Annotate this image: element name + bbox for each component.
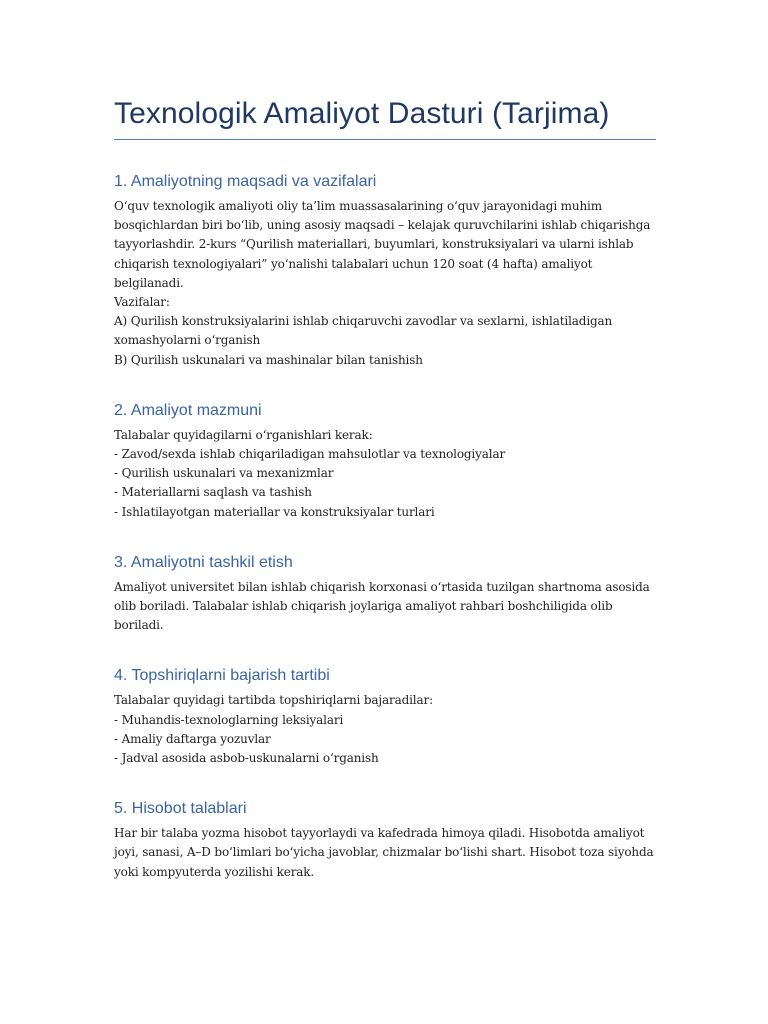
text-line: B) Qurilish uskunalari va mashinalar bilan tanishish [114, 352, 423, 367]
list-item: - Jadval asosida asbob-uskunalarni o‘rganish [114, 751, 379, 766]
text-line: chiqarish texnologiyalari” yo‘nalishi talabalari uchun 120 soat (4 hafta) amaliyot [114, 256, 593, 271]
section-organization [114, 552, 656, 636]
section-content [114, 400, 656, 522]
text-line: bosqichlardan biri bo‘lib, uning asosiy maqsadi – kelajak quruvchilarini ishlab chiqarishga [114, 218, 651, 233]
list-item: - Qurilish uskunalari va mexanizmlar [114, 466, 334, 481]
text-line: xomashyolarni o‘rganish [114, 333, 261, 348]
title-divider [114, 139, 656, 140]
text-line: olib boriladi. Talabalar ishlab chiqarish joylariga amaliyot rahbari boshchiligida olib [114, 599, 613, 614]
text-line: Talabalar quyidagilarni o‘rganishlari kerak: [114, 427, 373, 442]
text-line: belgilanadi. [114, 275, 184, 290]
list-item: - Materiallarni saqlash va tashish [114, 485, 312, 500]
text-line: yoki kompyuterda yozilishi kerak. [114, 864, 315, 879]
section-body [114, 578, 656, 636]
section-body [114, 197, 656, 370]
section-heading: 1. Amaliyotning maqsadi va vazifalari [114, 173, 377, 190]
section-heading: 3. Amaliyotni tashkil etish [114, 553, 293, 571]
section-heading: 2. Amaliyot mazmuni [114, 401, 262, 419]
text-line: Har bir talaba yozma hisobot tayyorlaydi va kafedrada himoya qiladi. Hisobotda amaliyot [114, 826, 645, 841]
list-item: - Amaliy daftarga yozuvlar [114, 731, 271, 746]
section-heading: 4. Topshiriqlarni bajarish tartibi [114, 667, 330, 685]
text-line: Vazifalar: [114, 295, 170, 310]
text-line: Amaliyot universitet bilan ishlab chiqarish korxonasi o‘rtasida tuzilgan shartnoma asosida [114, 579, 650, 594]
section-heading: 5. Hisobot talablari [114, 800, 247, 818]
text-line: tayyorlashdir. 2-kurs “Qurilish materiallari, buyumlari, konstruksiyalari va ularni ishlab [114, 237, 634, 252]
section-goals [114, 171, 656, 370]
list-item: - Muhandis-texnologlarning leksiyalari [114, 712, 344, 727]
section-report [114, 798, 656, 882]
document-title: Texnologik Amaliyot Dasturi (Tarjima) [114, 97, 610, 130]
list-item: - Zavod/sexda ishlab chiqariladigan mahsulotlar va texnologiyalar [114, 447, 506, 462]
document-page [114, 92, 656, 882]
section-body [114, 426, 656, 522]
text-line: Talabalar quyidagi tartibda topshiriqlarni bajaradilar: [114, 693, 433, 708]
section-body [114, 824, 656, 882]
text-line: boriladi. [114, 618, 164, 633]
text-line: joyi, sanasi, A–D bo‘limlari bo‘yicha javoblar, chizmalar bo‘lishi shart. Hisobot toza siyohda [114, 845, 654, 860]
text-line: A) Qurilish konstruksiyalarini ishlab chiqaruvchi zavodlar va sexlarni, ishlatiladigan [114, 314, 613, 329]
text-line: O‘quv texnologik amaliyoti oliy ta’lim muassasalarining o‘quv jarayonidagi muhim [114, 199, 602, 213]
section-task-order [114, 665, 656, 768]
section-body [114, 691, 656, 768]
list-item: - Ishlatilayotgan materiallar va konstruksiyalar turlari [114, 504, 435, 519]
